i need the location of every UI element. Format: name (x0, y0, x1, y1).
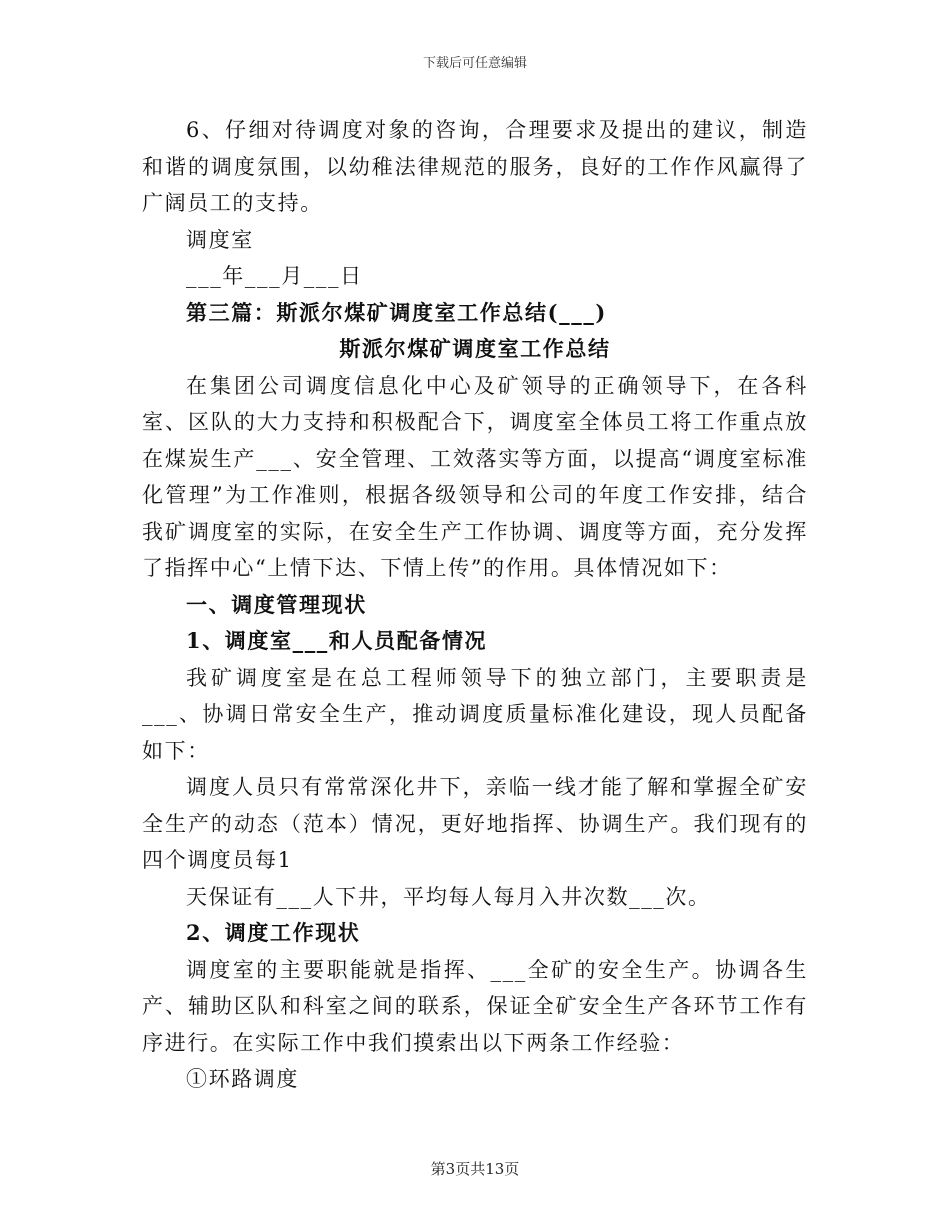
paragraph-item-6: 6、仔细对待调度对象的咨询，合理要求及提出的建议，制造和谐的调度氛围，以幼稚法律规范的服务，良好的工作作风赢得了广阔员工的支持。 (142, 118, 808, 215)
function-paragraph: 调度室的主要职能就是指挥、___全矿的安全生产。协调各生产、辅助区队和科室之间的联系，保证全矿安全生产各环节工作有序进行。在实际工作中我们摸索出以下两条工作经验： (142, 957, 808, 1055)
subsection-heading-2: 2、调度工作现状 (186, 920, 361, 945)
chapter-heading: 第三篇：斯派尔煤矿调度室工作总结(___) (186, 299, 607, 325)
staff-paragraph: 调度人员只有常常深化井下，亲临一线才能了解和掌握全矿安全生产的动态（范本）情况，更好地指挥、协调生产。我们现有的四个调度员每1 (142, 775, 808, 872)
document-title: 斯派尔煤矿调度室工作总结 (339, 336, 611, 361)
staff-paragraph-cont: 天保证有___人下井，平均每人每月入井次数___次。 (186, 884, 711, 909)
list-item-loop-dispatch: ①环路调度 (186, 1067, 299, 1091)
section-heading-1: 一、调度管理现状 (186, 591, 367, 617)
page-header: 下载后可任意编辑 (422, 56, 527, 71)
document-body (142, 112, 808, 1098)
page-footer: 第3页共13页 (430, 1160, 520, 1178)
signature-office: 调度室 (186, 227, 254, 252)
subsection-heading-1: 1、调度室___和人员配备情况 (186, 628, 488, 653)
signature-date: ___年___月___日 (186, 264, 363, 288)
intro-paragraph: 在集团公司调度信息化中心及矿领导的正确领导下，在各科室、区队的大力支持和积极配合下，调度室全体员工将工作重点放在煤炭生产___、安全管理、工效落实等方面，以提高“调度室标准化管理”为工作准则，根据各级领导和公司的年度工作安排，结合我矿调度室的实际，在安全生产工作协调、调度等方面，充分发挥了指挥中心“上情下达、下情上传”的作用。具体情况如下： (142, 373, 808, 580)
duty-paragraph: 我矿调度室是在总工程师领导下的独立部门，主要职责是___、协调日常安全生产，推动调度质量标准化建设，现人员配备如下： (142, 665, 808, 763)
